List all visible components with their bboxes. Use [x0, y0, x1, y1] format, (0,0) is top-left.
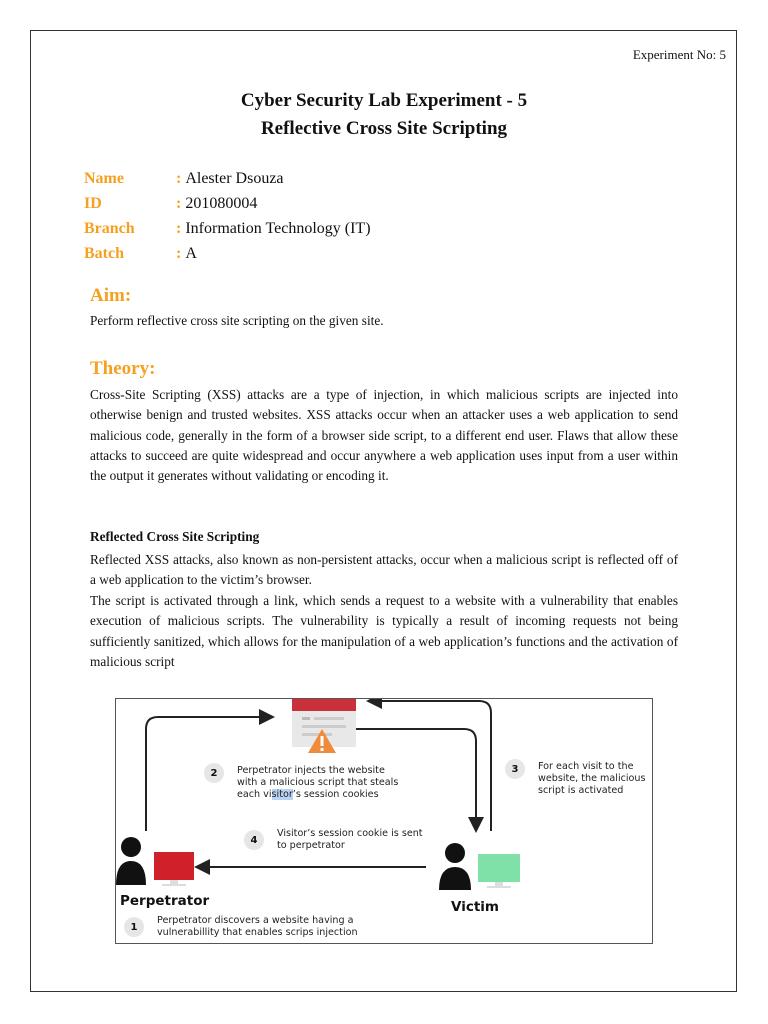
step-1-text: Perpetrator discovers a website having a vulnerabillity that enables scrips injection	[157, 915, 358, 938]
step-2-line1: Perpetrator injects the website	[237, 765, 385, 776]
info-label: Batch	[84, 244, 124, 262]
theory-text: Cross-Site Scripting (XSS) attacks are a type of injection, in which malicious scripts are injected into otherwise benign and trusted websites. XSS attacks occur when an attacker uses a web application to send malicious code, generally in the form of a browser side script, to a different end user. Flaws that allow these attacks to succeed are quite widespread and occur anywhere a web application uses input from a user within the output it generates without validating or encoding it.	[90, 387, 678, 484]
perpetrator-label: Perpetrator	[120, 893, 210, 909]
info-label: Branch	[84, 219, 135, 237]
reflected-xss-para1: Reflected XSS attacks, also known as non-persistent attacks, occur when a malicious script is reflected off of a web application to the victim’s browser.	[90, 552, 678, 588]
perpetrator-person-icon	[116, 837, 146, 885]
info-value: 201080004	[185, 194, 258, 212]
victim-monitor-icon	[478, 854, 520, 888]
info-value: Alester Dsouza	[185, 169, 284, 187]
info-colon: :	[176, 219, 182, 237]
info-colon: :	[176, 244, 182, 262]
info-label: Name	[84, 169, 124, 187]
step-3-text: For each visit to the website, the malicious script is activated	[538, 761, 646, 796]
info-value: Information Technology (IT)	[185, 219, 371, 237]
step-2-badge: 2	[204, 763, 224, 783]
info-colon: :	[176, 169, 182, 187]
victim-label: Victim	[451, 899, 499, 915]
info-label: ID	[84, 194, 102, 212]
step-2-post: ’s session cookies	[292, 789, 379, 800]
student-info	[84, 166, 371, 266]
experiment-number: Experiment No: 5	[632, 47, 726, 62]
page-subtitle: Reflective Cross Site Scripting	[260, 118, 508, 139]
step-2-line2: with a malicious script that steals	[237, 777, 399, 788]
step-4-badge: 4	[244, 830, 264, 850]
step-2-pre: each vi	[237, 789, 272, 800]
aim-heading: Aim:	[90, 285, 132, 306]
victim-person-icon	[439, 843, 471, 890]
step-3-badge: 3	[505, 759, 525, 779]
step-2-highlight: sitor	[271, 789, 293, 800]
step-4-text: Visitor’s session cookie is sent to perpetrator	[277, 828, 423, 851]
step-2-text	[237, 765, 427, 801]
info-row-batch	[84, 241, 371, 266]
reflected-xss-para2: The script is activated through a link, which sends a request to a website with a vulnerability that enables execution of malicious scripts. The vulnerability is typically a result of incoming requests not being sufficiently sanitized, which allows for the manipulation of a web application’s functions and the activation of malicious script	[90, 593, 678, 669]
reflected-xss-subheading: Reflected Cross Site Scripting	[90, 529, 260, 544]
info-row-name	[84, 166, 371, 191]
info-value: A	[185, 244, 197, 262]
step-2-line3	[237, 789, 427, 801]
step-1-badge: 1	[124, 917, 144, 937]
info-colon: :	[176, 194, 182, 212]
info-row-branch	[84, 216, 371, 241]
perpetrator-monitor-icon	[154, 852, 194, 886]
theory-heading: Theory:	[90, 358, 156, 379]
xss-diagram	[115, 698, 653, 944]
info-row-id	[84, 191, 371, 216]
aim-text: Perform reflective cross site scripting on the given site.	[90, 313, 384, 328]
page-title: Cyber Security Lab Experiment - 5	[240, 90, 528, 111]
